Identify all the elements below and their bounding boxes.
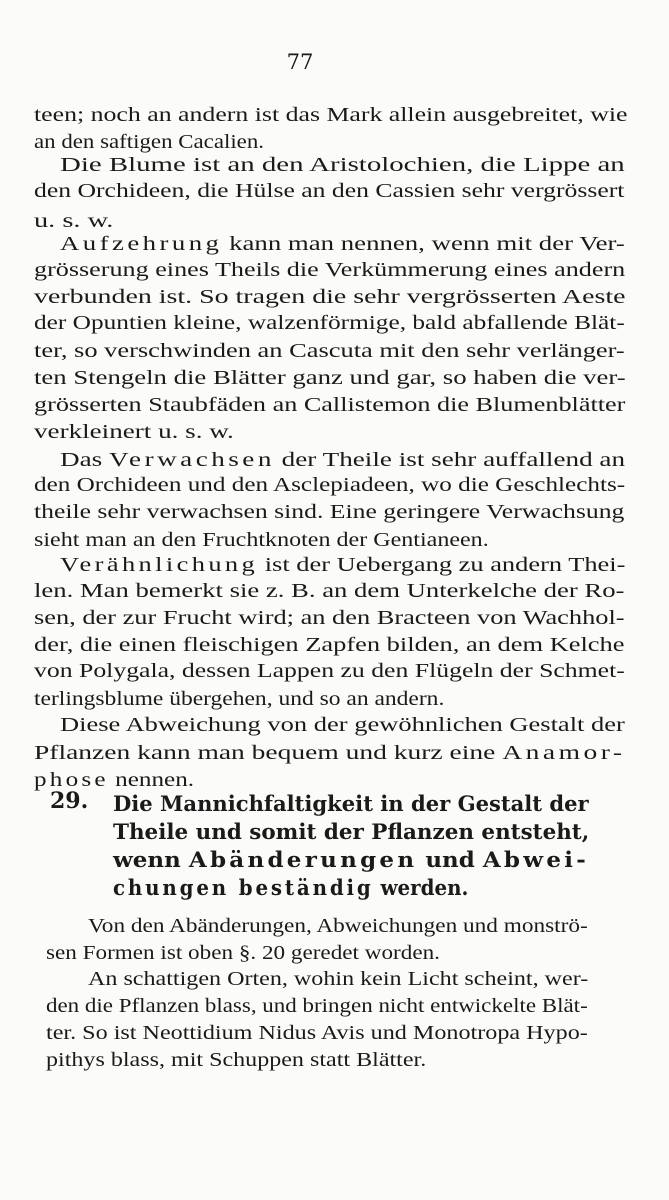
text-run: den die Pflanzen blass, und bringen nicht entwickelte Blät- (46, 996, 588, 1017)
text-run: von Polygala, dessen Lappen zu den Flügeln der Schmet- (34, 661, 625, 682)
text-run: an den saftigen Cacalien. (34, 132, 265, 153)
text-line (46, 1022, 588, 1046)
text-line (60, 554, 625, 578)
text-line (34, 340, 625, 364)
text-run: werden. (373, 875, 469, 900)
text-run: grösserung eines Theils die Verkümmerung eines andern (34, 260, 626, 281)
text-run: der, die einen fleischigen Zapfen bilden, an dem Kelche (34, 635, 625, 656)
text-run: Theile und somit der Pflanzen entsteht, (113, 819, 590, 844)
text-run: verkleinert u. s. w. (34, 422, 234, 443)
text-line (34, 210, 113, 234)
text-line (34, 688, 444, 712)
spaced-term: chungen beständig (113, 875, 374, 900)
text-run: Pflanzen kann man bequem und kurz eine (34, 743, 503, 764)
text-line (34, 501, 624, 525)
page-number: 77 (286, 50, 314, 74)
text-run: terlingsblume übergehen, und so an andern. (34, 689, 445, 710)
text-run: grösserten Staubfäden an Callistemon die Blumenblätter (34, 395, 626, 416)
text-run: ter, so verschwinden an Cascuta mit den sehr verlänger- (34, 341, 625, 362)
text-line (34, 580, 624, 604)
text-run: sen Formen ist oben §. 20 geredet worden. (46, 943, 440, 964)
text-line (34, 259, 625, 283)
text-run: teen; noch an andern ist das Mark allein ausgebreitet, wie (34, 105, 628, 126)
text-run: Das (60, 450, 109, 471)
text-run: sieht man an den Fruchtknoten der Gentianeen. (34, 530, 489, 551)
text-run: ten Stengeln die Blätter ganz und gar, so haben die ver- (34, 368, 626, 389)
heading-line (113, 874, 468, 902)
text-line (34, 131, 264, 155)
text-run: ist der Uebergang zu andern Thei- (258, 555, 626, 576)
text-run: kann man nennen, wenn mit der Ver- (222, 234, 625, 255)
text-line (60, 714, 625, 738)
heading-line (113, 790, 589, 818)
text-line (34, 394, 625, 418)
spaced-term: Anamor- (502, 743, 626, 764)
text-run: u. s. w. (34, 211, 114, 232)
text-run: Die Blume ist an den Aristolochien, die Lippe an (60, 155, 625, 176)
spaced-term: Abänderungen (188, 847, 418, 872)
text-line (88, 968, 588, 992)
text-run: ter. So ist Neottidium Nidus Avis und Monotropa Hypo- (46, 1023, 588, 1044)
text-run: An schattigen Orten, wohin kein Licht scheint, wer- (88, 969, 589, 990)
text-line (34, 634, 624, 658)
text-run: den Orchideen und den Asclepiadeen, wo die Geschlechts- (34, 475, 626, 496)
text-line (34, 660, 625, 684)
text-line (60, 449, 625, 473)
spaced-term: phose (34, 770, 109, 791)
text-line (60, 154, 625, 178)
text-run: Diese Abweichung von der gewöhnlichen Gestalt der (60, 715, 625, 736)
text-line (34, 529, 489, 553)
text-run: und (417, 847, 483, 872)
text-line (34, 421, 234, 445)
text-run: der Theile ist sehr auffallend an (274, 450, 626, 471)
text-line (34, 367, 626, 391)
spaced-term: Verwachsen (108, 450, 275, 471)
text-run: pithys blass, mit Schuppen statt Blätter. (46, 1050, 427, 1071)
text-line (46, 942, 440, 966)
text-run: Von den Abänderungen, Abweichungen und monströ- (88, 916, 588, 937)
spaced-term: Abwei- (482, 847, 590, 872)
text-run: len. Man bemerkt sie z. B. an dem Unterkelche der Ro- (34, 581, 625, 602)
spaced-term: Aufzehrung (60, 234, 223, 255)
section-number: 29. (50, 788, 89, 814)
spaced-term: Verähnlichung (60, 555, 259, 576)
text-line (34, 312, 625, 336)
text-line (34, 180, 624, 204)
text-run: theile sehr verwachsen sind. Eine geringere Verwachsung (34, 502, 625, 523)
text-run: sen, der zur Frucht wird; an den Bracteen von Wachhol- (34, 608, 625, 629)
text-line (34, 474, 625, 498)
text-run: Die Mannichfaltigkeit in der Gestalt der (113, 791, 589, 816)
text-run: den Orchideen, die Hülse an den Cassien sehr vergrössert (34, 181, 625, 202)
text-run: wenn (113, 847, 189, 872)
text-run: der Opuntien kleine, walzenförmige, bald abfallende Blät- (34, 313, 625, 334)
text-line (60, 233, 625, 257)
text-run: verbunden ist. So tragen die sehr vergrösserten Aeste (34, 287, 626, 308)
text-line (46, 1049, 426, 1073)
text-line (34, 104, 627, 128)
text-line (34, 742, 626, 766)
text-line (88, 915, 588, 939)
text-run: nennen. (108, 770, 195, 791)
text-line (34, 286, 626, 310)
text-line (46, 995, 588, 1019)
heading-line (113, 818, 589, 846)
heading-line (113, 846, 589, 874)
text-line (34, 607, 625, 631)
